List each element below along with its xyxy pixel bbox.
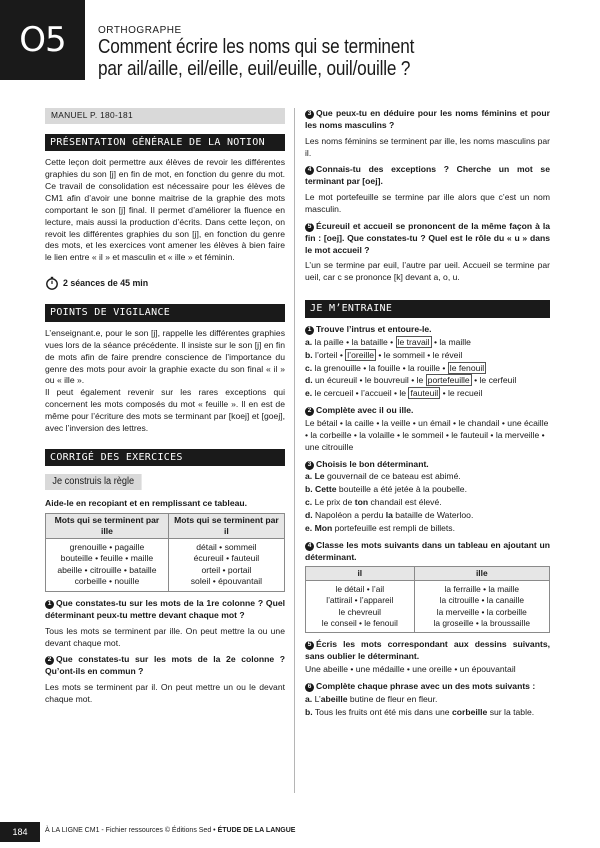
duration-text: 2 séances de 45 min <box>63 278 149 289</box>
answer-word: abeille <box>320 693 348 704</box>
table-row <box>306 580 550 595</box>
duration <box>45 276 285 290</box>
column-separator <box>294 108 295 793</box>
item-text: L’ <box>314 693 321 704</box>
item-text: bouteille a été jetée à la poubelle. <box>336 484 467 495</box>
exercise-1-title <box>305 324 550 336</box>
intrus-word: le fenouil <box>449 362 485 373</box>
intrus-word: l’oreille <box>347 349 375 360</box>
table-row <box>46 538 285 553</box>
exercise-text: Complète avec il ou ille. <box>316 405 414 416</box>
table-cell: abeille • citrouille • bataille <box>46 565 169 577</box>
question-2 <box>45 654 285 678</box>
table-row <box>46 565 285 577</box>
classify-table-header: ille <box>414 567 549 581</box>
list-item <box>305 523 550 535</box>
list-item <box>305 471 550 483</box>
item-text: portefeuille est rempli de billets. <box>332 522 455 533</box>
presentation-text: Cette leçon doit permettre aux élèves de revoir les différentes graphies du son [j] en fin de mot, en fonction du genre du mot. Ce travail de consolidation est nécessaire pour les élèves de CM1 afin d’avoir une bonne maitrise de la graphie des mots comportant le son [j] final. Il permet d’améliorer la fluence en lecture, mais aussi la production d’écrits. Dans cette leçon, on revoit les différentes graphies du son [j], en fonction du genre des mots, et les exercices vont amener les élèves à bien faire le lien entre « il » et masculin et « ille » et féminin. <box>45 157 285 263</box>
exercise-text: Trouve l’intrus et entoure-le. <box>316 323 432 334</box>
item-letter: b. <box>305 484 313 495</box>
intrus-word: fauteuil <box>410 388 439 399</box>
determinant: Le <box>314 471 325 482</box>
chapter-badge: O5 <box>0 0 85 80</box>
item-letter: c. <box>305 497 313 508</box>
list-item <box>305 707 550 719</box>
table-cell: la merveille • la corbeille <box>414 607 549 618</box>
table-cell: l’attirail • l’appareil <box>306 595 415 606</box>
item-letter: c. <box>305 362 313 373</box>
item-text: Le prix de <box>314 497 355 508</box>
table-row <box>46 576 285 591</box>
item-text: • la maille <box>431 336 471 347</box>
table-cell: soleil • épouvantail <box>168 576 284 591</box>
item-letter: e. <box>305 388 313 399</box>
table-instruction: Aide-le en recopiant et en remplissant ce tableau. <box>45 498 248 509</box>
corrige-heading: CORRIGÉ DES EXERCICES <box>45 449 285 467</box>
list-item <box>305 363 550 375</box>
item-text: l’orteil • <box>315 349 346 360</box>
table-cell: le conseil • le fenouil <box>306 618 415 633</box>
title-line-1: Comment écrire les noms qui se terminent <box>98 36 415 58</box>
question-text: Écureuil et accueil se prononcent de la même façon à la fin : [oej]. Que constates-tu ? Quel est le rôle du « u » dans le mot accueil ? <box>305 220 550 255</box>
item-letter: a. <box>305 336 313 347</box>
table-cell: orteil • portail <box>168 565 284 577</box>
answer-2: Les mots se terminent par il. On peut mettre un ou le devant chaque mot. <box>45 682 285 704</box>
exercise-text: Écris les mots correspondant aux dessins suivants, sans oublier le déterminant. <box>305 639 550 662</box>
exercise-number: 3 <box>305 461 314 470</box>
entraine-heading: JE M’ENTRAINE <box>305 300 550 318</box>
question-3 <box>305 108 550 132</box>
exercise-number: 4 <box>305 542 314 551</box>
list-item <box>305 337 550 349</box>
list-item <box>305 694 550 706</box>
question-number: 5 <box>305 223 314 232</box>
item-text: la paille • la bataille • <box>314 336 396 347</box>
exercise-3-lines <box>305 471 550 534</box>
vigilance-heading: POINTS DE VIGILANCE <box>45 304 285 322</box>
exercise-5-answer: Une abeille • une médaille • une oreille • un épouvantail <box>305 664 516 675</box>
rule-table-header: Mots qui se terminent par ille <box>46 514 169 538</box>
question-text: Que constates-tu sur les mots de la 2e colonne ? Qu’ont-ils en commun ? <box>45 654 285 677</box>
footer-section: ÉTUDE DE LA LANGUE <box>217 827 296 834</box>
item-text: • le recueil <box>440 388 483 399</box>
answer-3: Les noms féminins se terminent par ille, les noms masculins par il. <box>305 135 550 158</box>
table-cell: le chevreuil <box>306 607 415 618</box>
right-column <box>305 108 550 719</box>
table-row <box>306 607 550 618</box>
footer-credit <box>45 826 295 836</box>
exercise-5-title <box>305 639 550 663</box>
answer-5: L’un se termine par euil, l’autre par ueil. Accueil se termine par ueil, car c se prononce [k] devant a, o, u. <box>305 260 550 283</box>
item-text: Napoléon a perdu <box>315 510 386 520</box>
presentation-heading: PRÉSENTATION GÉNÉRALE DE LA NOTION <box>45 134 285 152</box>
subject-kicker: ORTHOGRAPHE <box>98 25 182 36</box>
question-text: Que constates-tu sur les mots de la 1re colonne ? Quel déterminant peux-tu mettre devant chaque mot ? <box>45 597 285 620</box>
item-text: la grenouille • la fouille • la rouille • <box>314 362 448 373</box>
exercise-number: 1 <box>305 326 314 335</box>
item-text: bataille de Waterloo. <box>392 510 474 520</box>
table-cell: grenouille • pagaille <box>46 538 169 553</box>
question-text: Que peux-tu en déduire pour les noms féminins et pour les noms masculins ? <box>305 108 550 130</box>
item-text: chandail est élevé. <box>368 497 442 508</box>
rule-table <box>45 513 285 592</box>
table-cell: le détail • l’ail <box>306 580 415 595</box>
list-item <box>305 350 550 362</box>
classify-table <box>305 566 550 633</box>
title-line-2: par ail/aille, eil/eille, euil/euille, ouil/ouille ? <box>98 58 411 80</box>
answer-4: Le mot portefeuille se termine par ille alors que c’est un nom masculin. <box>305 192 550 215</box>
footer-text: À LA LIGNE CM1 - Fichier ressources © Éditions Sed • <box>45 827 218 834</box>
item-text: un écureuil • le bouvreuil • le <box>315 375 426 386</box>
page-footer <box>0 822 600 842</box>
item-text: butine de fleur en fleur. <box>347 693 438 704</box>
item-letter: b. <box>305 706 313 717</box>
vigilance-paragraph-2: Il peut également revenir sur les rares exceptions qui concernent les mots composés du mot « feuille ». Il en est de même pour l’écriture des mots se terminant par [koej] et [goej], avec l’inversion des lettres. <box>45 387 285 433</box>
vigilance-paragraph-1: L’enseignant.e, pour le son [j], rappelle les différentes graphies vues lors de la séance précédente. Il insiste sur le son [j] en fin de mots afin de faire prendre conscience de l’importance du genre des mots pour avoir la graphie exacte du son final « il » ou « ille ». <box>45 327 285 386</box>
exercise-6-lines <box>305 694 550 719</box>
item-letter: d. <box>305 510 313 520</box>
question-1 <box>45 598 285 622</box>
table-row <box>306 618 550 633</box>
exercise-1-lines <box>305 337 550 400</box>
table-row <box>46 553 285 565</box>
exercise-text: Choisis le bon déterminant. <box>316 458 429 469</box>
list-item <box>305 484 550 496</box>
exercise-number: 6 <box>305 683 314 692</box>
table-cell: la citrouille • la canaille <box>414 595 549 606</box>
exercise-number: 5 <box>305 641 314 650</box>
question-text: Connais-tu des exceptions ? Cherche un mot se terminant par [oej]. <box>305 164 550 187</box>
exercise-3-title <box>305 459 550 471</box>
table-cell: écureuil • fauteuil <box>168 553 284 565</box>
list-item <box>305 375 550 387</box>
table-cell: corbeille • nouille <box>46 576 169 591</box>
answer-1: Tous les mots se terminent par ille. On peut mettre la ou une devant chaque mot. <box>45 625 285 648</box>
question-number: 4 <box>305 166 314 175</box>
exercise-2-title <box>305 405 550 417</box>
question-number: 2 <box>45 656 54 665</box>
item-text: sur la table. <box>487 706 535 717</box>
exercise-4-title <box>305 540 550 564</box>
item-text: Tous les fruits ont été mis dans une <box>314 706 452 717</box>
item-letter: b. <box>305 349 313 360</box>
item-text: • le sommeil • le réveil <box>376 349 463 360</box>
table-cell: bouteille • feuille • maille <box>46 553 169 565</box>
intrus-word: portefeuille <box>427 375 470 386</box>
question-number: 1 <box>45 600 54 609</box>
answer-word: corbeille <box>451 706 488 717</box>
manuel-reference: MANUEL P. 180-181 <box>45 108 285 124</box>
list-item <box>305 510 550 522</box>
item-text: le cercueil • l’accueil • le <box>314 388 409 399</box>
exercise-number: 2 <box>305 407 314 416</box>
table-cell: détail • sommeil <box>168 538 284 553</box>
determinant: Mon <box>314 522 333 533</box>
list-item <box>305 388 550 400</box>
item-letter: a. <box>305 693 313 704</box>
item-letter: a. <box>305 471 313 482</box>
question-4 <box>305 164 550 188</box>
question-number: 3 <box>305 110 314 119</box>
rule-table-header: Mots qui se terminent par il <box>168 514 284 538</box>
question-5 <box>305 221 550 257</box>
corrige-subtitle: Je construis la règle <box>45 474 142 490</box>
classify-table-header: il <box>306 567 415 581</box>
left-column <box>45 108 285 710</box>
item-text: gouvernail de ce bateau est abimé. <box>324 471 461 482</box>
item-text: • le cerfeuil <box>471 375 517 386</box>
table-cell: la groseille • la broussaille <box>414 618 549 633</box>
determinant: la <box>385 510 393 520</box>
page-number: 184 <box>0 822 40 842</box>
determinant: ton <box>354 497 369 508</box>
exercise-2-answer: Le bétail • la caille • la veille • un émail • le chandail • une écaille • la corbeille • la volaille • le sommeil • le fauteuil • la merveille • une citrouille <box>305 417 549 452</box>
exercise-text: Classe les mots suivants dans un tableau en ajoutant un déterminant. <box>305 539 550 562</box>
list-item <box>305 497 550 509</box>
table-cell: la ferraille • la maille <box>414 580 549 595</box>
table-row <box>306 595 550 606</box>
page-title <box>98 36 519 80</box>
exercise-text: Complète chaque phrase avec un des mots suivants : <box>316 680 536 691</box>
item-letter: e. <box>305 522 313 533</box>
item-letter: d. <box>305 375 313 386</box>
intrus-word: le travail <box>397 336 430 347</box>
stopwatch-icon <box>45 276 59 290</box>
exercise-6-title <box>305 681 550 693</box>
determinant: Cette <box>315 484 337 495</box>
